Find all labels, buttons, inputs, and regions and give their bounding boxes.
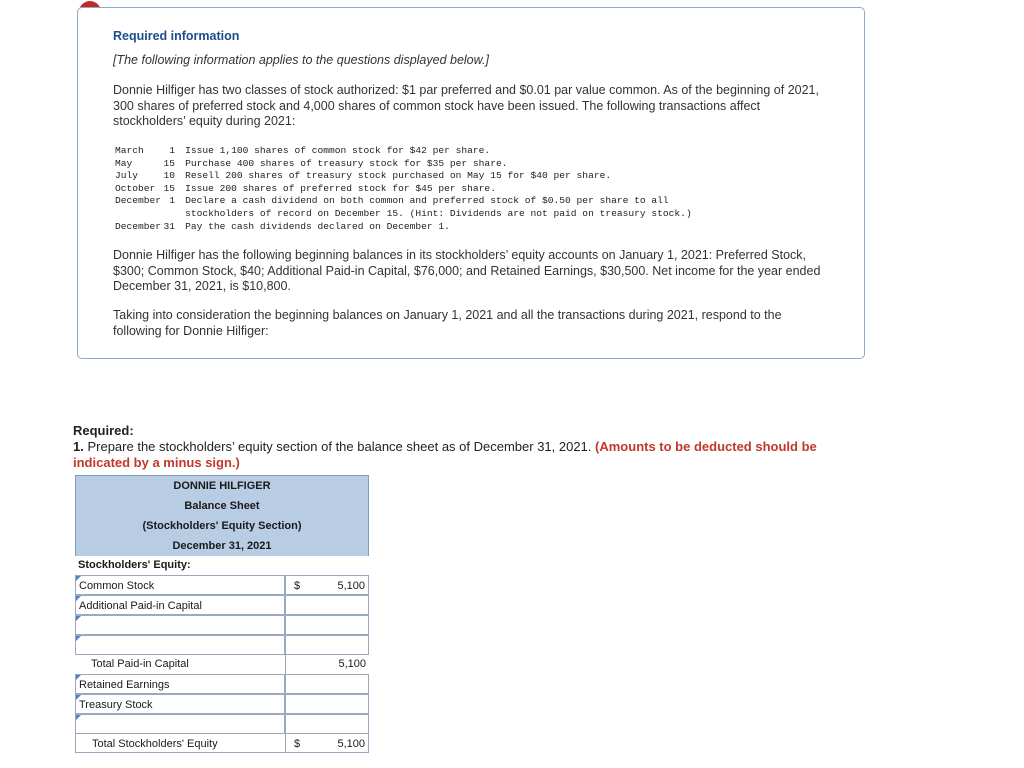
intro-paragraph: Donnie Hilfiger has two classes of stock authorized: $1 par preferred and $0.01 par value common. As of the beginning of 2021, 300 shares of preferred stock and 4,000 shares of common stock have been issued. The following transactions affect stockholders’ equity during 2021:	[113, 83, 819, 128]
total-equity-label: Total Stockholders' Equity	[75, 733, 285, 753]
balance-sheet-table	[75, 475, 369, 750]
required-heading: Required:	[73, 423, 134, 438]
transaction-row: May 15 Purchase 400 shares of treasury stock for $35 per share.	[115, 157, 508, 169]
total-paid-in-value: 5,100	[285, 654, 369, 674]
table-row	[75, 595, 369, 615]
section-label-row	[75, 555, 369, 575]
total-paid-in-label: Total Paid-in Capital	[91, 658, 189, 670]
amount-input[interactable]	[285, 635, 369, 655]
transaction-row: December 31 Pay the cash dividends declared on December 1.	[115, 220, 450, 232]
total-row	[75, 654, 369, 674]
instruction-paragraph: Taking into consideration the beginning balances on January 1, 2021 and all the transactions during 2021, respond to the following for Donnie Hilfiger:	[113, 308, 782, 338]
dropdown-marker-icon	[76, 616, 81, 621]
info-subtitle: [The following information applies to the questions displayed below.]	[113, 53, 489, 67]
amount-input[interactable]	[285, 694, 369, 714]
section-label: Stockholders' Equity:	[78, 559, 191, 571]
account-dropdown[interactable]	[75, 615, 285, 635]
account-dropdown[interactable]: Additional Paid-in Capital	[75, 595, 285, 615]
dropdown-marker-icon	[76, 695, 81, 700]
dropdown-marker-icon	[76, 675, 81, 680]
transaction-row: December 1 Declare a cash dividend on both common and preferred stock of $0.50 per share to all	[115, 195, 669, 207]
dropdown-marker-icon	[76, 596, 81, 601]
total-equity-value: $ 5,100	[285, 733, 369, 753]
amount-input[interactable]: $ 5,100	[285, 575, 369, 595]
amount-input[interactable]	[285, 714, 369, 734]
question-note: (Amounts to be deducted should be indicated by a minus sign.)	[73, 439, 817, 470]
transaction-row: March 1 Issue 1,100 shares of common stock for $42 per share.	[115, 145, 491, 156]
transaction-row: stockholders of record on December 15. (Hint: Dividends are not paid on treasury stock.)	[185, 207, 692, 219]
question-text: Prepare the stockholders’ equity section of the balance sheet as of December 31, 2021.	[87, 439, 592, 454]
statement-date: December 31, 2021	[172, 540, 272, 552]
transaction-row: October 15 Issue 200 shares of preferred stock for $45 per share.	[115, 182, 496, 194]
statement-section: (Stockholders' Equity Section)	[142, 520, 302, 532]
required-question	[73, 439, 853, 471]
account-dropdown[interactable]	[75, 714, 285, 734]
transactions-list	[115, 145, 692, 233]
question-number: 1.	[73, 439, 84, 454]
table-row	[75, 674, 369, 694]
account-dropdown[interactable]: Common Stock	[75, 575, 285, 595]
transaction-row: July 10 Resell 200 shares of treasury stock purchased on May 15 for $40 per share.	[115, 170, 612, 182]
table-row	[75, 714, 369, 734]
amount-input[interactable]	[285, 595, 369, 615]
dropdown-marker-icon	[76, 715, 81, 720]
table-row	[75, 694, 369, 714]
table-row	[75, 615, 369, 635]
account-dropdown[interactable]: Treasury Stock	[75, 694, 285, 714]
statement-name: Balance Sheet	[184, 500, 260, 512]
table-row	[75, 635, 369, 655]
dropdown-marker-icon	[76, 636, 81, 641]
account-dropdown[interactable]: Retained Earnings	[75, 674, 285, 694]
dropdown-marker-icon	[76, 576, 81, 581]
company-name: DONNIE HILFIGER	[173, 480, 271, 492]
table-row	[75, 575, 369, 595]
sheet-header	[75, 475, 369, 556]
balances-paragraph: Donnie Hilfiger has the following beginning balances in its stockholders’ equity accounts on January 1, 2021: Preferred Stock, $300; Common Stock, $40; Additional Paid-in Capital, $76,000; and Retained Earnings, $30,500. Net income for the year ended December 31, 2021, is $10,800.	[113, 248, 821, 293]
total-row	[75, 733, 369, 753]
amount-input[interactable]	[285, 615, 369, 635]
amount-input[interactable]	[285, 674, 369, 694]
account-dropdown[interactable]	[75, 635, 285, 655]
info-title: Required information	[113, 29, 240, 43]
